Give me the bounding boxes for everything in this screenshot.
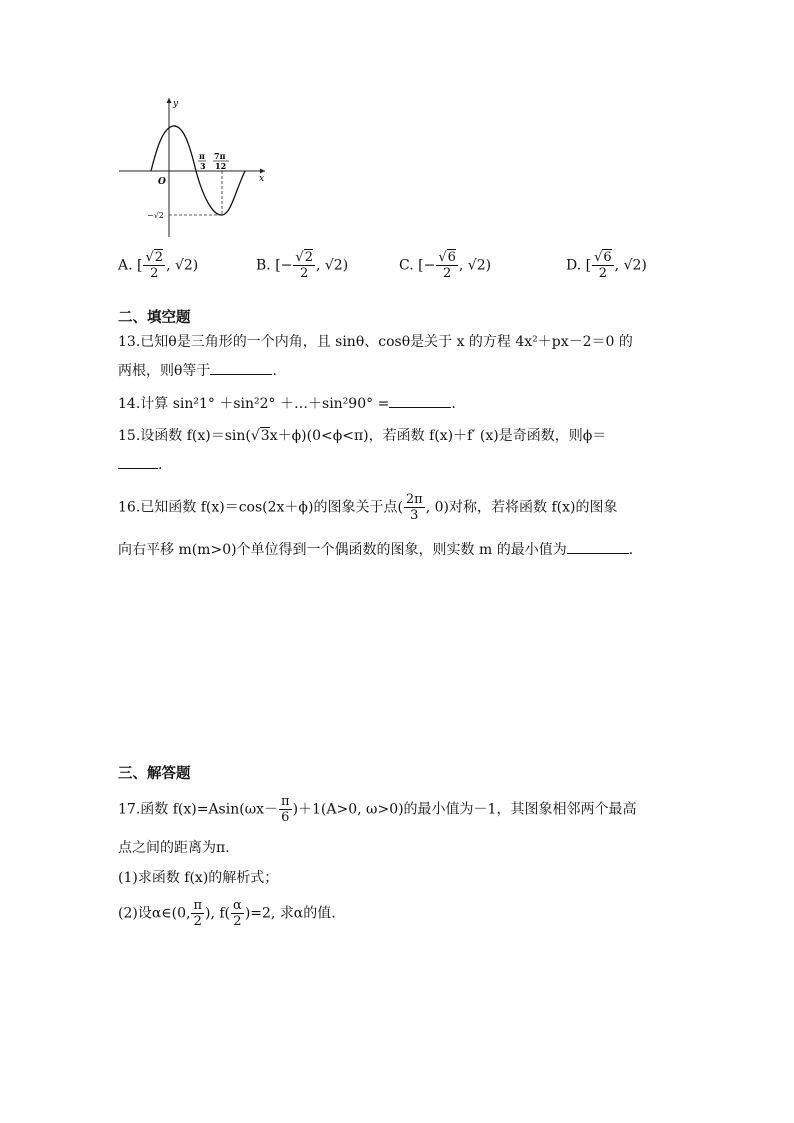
min-label: −√2 (147, 211, 164, 220)
q15-line2: . (118, 455, 162, 475)
q17-line2: 点之间的距离为π. (118, 840, 230, 856)
option-c: C. [− $\frac{√6}{2}$ , √2) (399, 250, 492, 281)
tick2-den: 12 (215, 161, 227, 171)
tick1-den: 3 (200, 161, 206, 171)
option-b: B. [− $\frac{√2}{2}$ , √2) (256, 250, 349, 281)
q16-answer-blank[interactable] (567, 540, 629, 554)
x-axis-label: x (259, 174, 265, 184)
q17-line1: 17.函数 f(x)=Asin(ωx－ $\frac{\pi}{6}$ )＋1(A>0, ω>0)的最小值为－1，其图象相邻两个最高 (118, 794, 637, 825)
x-axis-arrow (260, 169, 265, 174)
q15-answer-blank[interactable] (118, 455, 158, 469)
q14-line: 14.计算 sin²1° ＋sin²2° ＋…＋sin²90° = . (118, 396, 456, 412)
q13-line1: 13.已知θ是三角形的一个内角，且 sinθ、cosθ是关于 x 的方程 4x²＋px－2＝0 的 (118, 334, 633, 350)
q13-answer-blank[interactable] (210, 361, 272, 375)
tick2-num: 7π (214, 151, 226, 161)
q14-answer-blank[interactable] (389, 394, 451, 408)
q15-line1: 15.设函数 f(x)＝sin(√3x＋ϕ)(0<ϕ<π)，若函数 f(x)＋f′ (x)是奇函数，则ϕ＝ (118, 428, 607, 444)
tick1-num: π (199, 151, 205, 161)
sine-curve (151, 126, 245, 215)
y-axis-label: y (173, 99, 179, 109)
q17-sub1: (1)求函数 f(x)的解析式； (118, 870, 279, 886)
option-d: D. [ $\frac{√6}{2}$ , √2) (566, 250, 647, 281)
q16-line1: 16.已知函数 f(x)＝cos(2x＋ϕ)的图象关于点( $\frac{2\pi}{3}$ , 0)对称，若将函数 f(x)的图象 (118, 492, 618, 523)
q13-line2: 两根，则θ等于 . (118, 363, 277, 379)
y-axis-arrow (167, 98, 172, 103)
origin-label: O (158, 177, 166, 187)
q17-sub2: (2)设α∈(0, $\frac{\pi}{2}$ ), f( $\frac{\alpha}{2}$ )=2, 求α的值. (118, 898, 336, 929)
sine-graph (115, 92, 275, 242)
section2-title: 二、填空题 (118, 310, 191, 326)
section3-title: 三、解答题 (118, 766, 191, 782)
option-a: A. [ $\frac{√2}{2}$ , √2) (118, 250, 199, 281)
q16-line2: 向右平移 m(m>0)个单位得到一个偶函数的图象，则实数 m 的最小值为 . (118, 542, 634, 558)
